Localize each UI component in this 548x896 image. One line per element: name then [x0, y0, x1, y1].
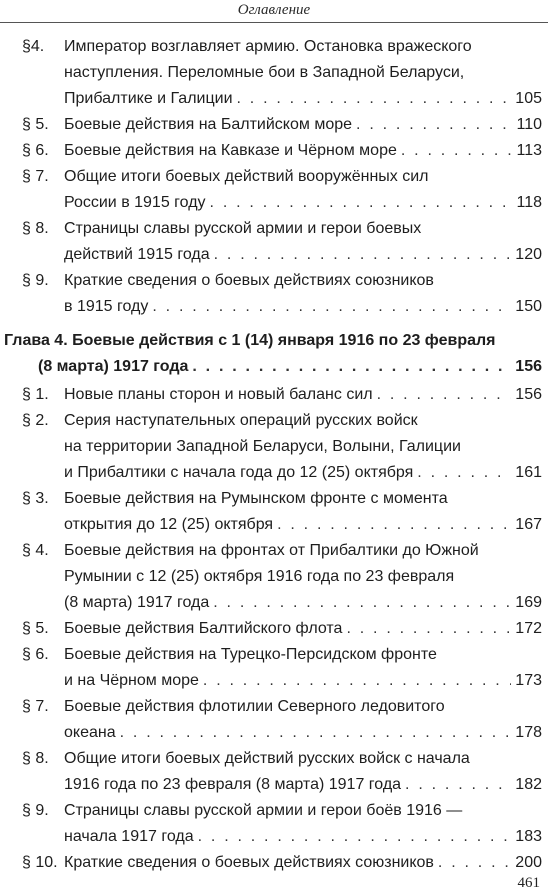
section-title-line: на территории Западной Беларуси, Волыни, Галиции: [64, 438, 461, 455]
section-title-last-line: Боевые действия Балтийского флота: [64, 620, 343, 637]
section-number: § 7.: [22, 698, 49, 715]
chapter-title-line: Глава 4. Боевые действия с 1 (14) января 1916 по 23 февраля: [4, 332, 496, 349]
section-number: § 9.: [22, 272, 49, 289]
toc-section-entry[interactable]: [0, 798, 548, 850]
section-title-line: Страницы славы русской армии и герои боевых: [64, 220, 422, 237]
section-title-line: Общие итоги боевых действий русских войск с начала: [64, 750, 470, 767]
section-page-number: 167: [515, 516, 542, 533]
section-page-number: 173: [515, 672, 542, 689]
section-title-last-line: России в 1915 году: [64, 194, 206, 211]
section-title-line: Общие итоги боевых действий вооружённых сил: [64, 168, 429, 185]
section-page-number: 113: [516, 142, 542, 159]
dot-leader: [198, 824, 512, 850]
dot-leader: [417, 460, 511, 486]
section-page-number: 178: [515, 724, 542, 741]
section-title-last-line: Боевые действия на Кавказе и Чёрном море: [64, 142, 397, 159]
section-number: § 6.: [22, 646, 49, 663]
dot-leader: [356, 112, 512, 138]
toc-chapter-entry[interactable]: [0, 328, 548, 380]
toc-section-list-bottom: [0, 382, 548, 876]
dot-leader: [120, 720, 512, 746]
toc-section-entry[interactable]: [0, 538, 548, 616]
section-number: § 10.: [22, 854, 58, 871]
table-of-contents: [0, 34, 548, 876]
section-number: § 3.: [22, 490, 49, 507]
section-title-line: Краткие сведения о боевых действиях союзников: [64, 272, 434, 289]
section-page-number: 169: [515, 594, 542, 611]
section-title-last-line: действий 1915 года: [64, 246, 210, 263]
dot-leader: [214, 242, 512, 268]
section-page-number: 183: [515, 828, 542, 845]
toc-section-list-top: [0, 34, 548, 320]
section-number: § 5.: [22, 620, 49, 637]
section-title-last-line: (8 марта) 1917 года: [64, 594, 210, 611]
section-number: § 1.: [22, 386, 49, 403]
section-number: § 8.: [22, 220, 49, 237]
dot-leader: [210, 190, 513, 216]
section-title-last-line: в 1915 году: [64, 298, 149, 315]
section-title-last-line: 1916 года по 23 февраля (8 марта) 1917 года: [64, 776, 402, 793]
toc-section-entry[interactable]: [0, 34, 548, 112]
chapter-page-number: 156: [515, 358, 542, 375]
section-page-number: 156: [515, 386, 542, 403]
section-title-line: Румынии с 12 (25) октября 1916 года по 23 февраля: [64, 568, 455, 585]
section-page-number: 150: [515, 298, 542, 315]
toc-section-entry[interactable]: [0, 138, 548, 164]
section-title-last-line: Новые планы сторон и новый баланс сил: [64, 386, 373, 403]
section-title-line: Серия наступательных операций русских войск: [64, 412, 418, 429]
toc-section-entry[interactable]: [0, 112, 548, 138]
header-rule: [0, 22, 548, 23]
dot-leader: [192, 354, 511, 380]
section-number: §4.: [22, 38, 45, 55]
toc-section-entry[interactable]: [0, 694, 548, 746]
section-page-number: 161: [515, 464, 542, 481]
toc-section-entry[interactable]: [0, 164, 548, 216]
section-title-last-line: Краткие сведения о боевых действиях союзников: [64, 854, 434, 871]
section-title-last-line: океана: [64, 724, 116, 741]
dot-leader: [237, 86, 512, 112]
section-number: § 7.: [22, 168, 49, 185]
dot-leader: [438, 850, 511, 876]
section-title-line: Боевые действия на фронтах от Прибалтики до Южной: [64, 542, 479, 559]
section-page-number: 172: [515, 620, 542, 637]
section-number: § 5.: [22, 116, 49, 133]
section-number: § 8.: [22, 750, 49, 767]
section-title-last-line: открытия до 12 (25) октября: [64, 516, 274, 533]
toc-section-entry[interactable]: [0, 746, 548, 798]
dot-leader: [405, 772, 511, 798]
section-page-number: 120: [515, 246, 542, 263]
section-number: § 4.: [22, 542, 49, 559]
section-title-line: наступления. Переломные бои в Западной Беларуси,: [64, 64, 465, 81]
toc-section-entry[interactable]: [0, 486, 548, 538]
section-title-last-line: Прибалтике и Галиции: [64, 90, 233, 107]
dot-leader: [277, 512, 511, 538]
chapter-title-last-line: (8 марта) 1917 года: [38, 358, 189, 375]
dot-leader: [213, 590, 511, 616]
dot-leader: [346, 616, 511, 642]
dot-leader: [401, 138, 513, 164]
toc-section-entry[interactable]: [0, 216, 548, 268]
section-number: § 6.: [22, 142, 49, 159]
toc-section-entry[interactable]: [0, 382, 548, 408]
section-page-number: 105: [515, 90, 542, 107]
section-page-number: 200: [515, 854, 542, 871]
dot-leader: [152, 294, 511, 320]
section-number: § 9.: [22, 802, 49, 819]
section-title-last-line: Боевые действия на Балтийском море: [64, 116, 353, 133]
running-head: Оглавление: [237, 2, 311, 18]
section-title-line: Боевые действия на Турецко-Персидском фронте: [64, 646, 437, 663]
toc-section-entry[interactable]: [0, 616, 548, 642]
section-page-number: 182: [515, 776, 542, 793]
section-title-last-line: и на Чёрном море: [64, 672, 199, 689]
section-title-line: Боевые действия флотилии Северного ледовитого: [64, 698, 445, 715]
section-number: § 2.: [22, 412, 49, 429]
dot-leader: [203, 668, 511, 694]
section-title-line: Страницы славы русской армии и герои боёв 1916 —: [64, 802, 463, 819]
page-number: 461: [517, 875, 540, 891]
section-title-last-line: начала 1917 года: [64, 828, 194, 845]
toc-section-entry[interactable]: [0, 642, 548, 694]
dot-leader: [377, 382, 512, 408]
toc-section-entry[interactable]: [0, 850, 548, 876]
toc-section-entry[interactable]: [0, 268, 548, 320]
section-title-last-line: и Прибалтики с начала года до 12 (25) октября: [64, 464, 414, 481]
section-title-line: Император возглавляет армию. Остановка вражеского: [64, 38, 472, 55]
toc-section-entry[interactable]: [0, 408, 548, 486]
section-title-line: Боевые действия на Румынском фронте с момента: [64, 490, 448, 507]
section-page-number: 110: [516, 116, 542, 133]
section-page-number: 118: [516, 194, 542, 211]
